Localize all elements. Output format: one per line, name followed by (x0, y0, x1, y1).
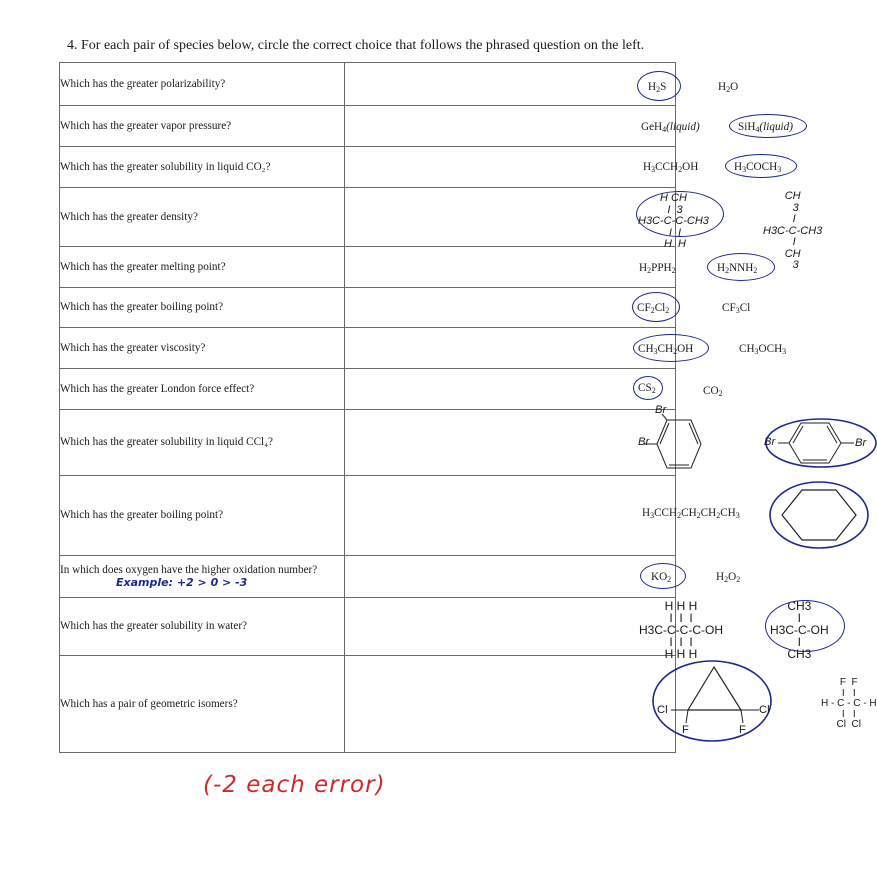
table-row (60, 556, 676, 598)
choice-h2nnh2[interactable]: $H_2NNH_2$ (717, 262, 758, 275)
question-text: Which has the greater London force effect? (60, 369, 345, 410)
answer-circle (633, 376, 663, 400)
choices-cell (345, 328, 787, 369)
question-text: Which has the greater vapor pressure? (60, 106, 345, 147)
question-text: Which has the greater boiling point? (60, 476, 345, 556)
f-label: F (682, 724, 689, 736)
choices-cell (345, 404, 867, 476)
choice-co2[interactable]: $CO_2$ (703, 385, 723, 398)
table-row (60, 188, 676, 247)
answer-circle (725, 154, 797, 178)
choices-cell (345, 556, 741, 598)
choice-dimethyl-ether[interactable]: $H_3COCH_3$ (734, 161, 782, 174)
choice-ethanol[interactable]: $H_3CCH_2OH$ (643, 161, 699, 174)
question-text: Which has the greater viscosity? (60, 328, 345, 369)
table-row (60, 476, 676, 556)
choices-cell (345, 63, 739, 106)
answer-circle (633, 334, 709, 362)
choice-ko2[interactable]: $KO_2$ (651, 571, 672, 584)
choice-h2s[interactable]: $H_2S$ (648, 81, 667, 94)
answer-circle (636, 191, 724, 237)
choices-cell (345, 656, 877, 753)
grading-note: (-2 each error) (203, 772, 386, 798)
question-text: In which does oxygen have the higher oxidation number? Example: +2 > 0 > -3 (60, 556, 345, 598)
table-row (60, 247, 676, 288)
answer-circle (729, 114, 807, 138)
answer-circle (765, 600, 845, 652)
choice-butanol[interactable]: H H H I I I H3C-C-C-C-OH I I I H H H (639, 599, 723, 661)
answer-circle (637, 71, 681, 101)
choice-dichlorodifluoroethane[interactable]: F F I I H - C - C - H I I Cl Cl (821, 677, 877, 730)
br-label: Br (855, 437, 867, 449)
br-label: Br (638, 436, 650, 448)
answer-circle (770, 482, 868, 548)
table-row (60, 656, 676, 753)
choice-tert-butanol[interactable]: CH3 I H3C-C-OH I CH3 (770, 599, 829, 661)
choice-h2o2[interactable]: $H_2O_2$ (716, 571, 741, 584)
choice-sih4[interactable]: SiH$_4$(liquid) (738, 121, 793, 134)
table-row (60, 598, 676, 656)
choice-cf3cl[interactable]: $CF_3Cl$ (722, 302, 751, 315)
table-row (60, 328, 676, 369)
cl-label: Cl (759, 704, 770, 716)
choice-pentane[interactable]: $H_3CCH_2CH_2CH_2CH_3$ (642, 507, 740, 520)
answer-circle (707, 253, 775, 281)
choice-h2o[interactable]: $H_2O$ (718, 81, 739, 94)
question-text: Which has the greater melting point? (60, 247, 345, 288)
choices-cell (345, 598, 829, 661)
question-text: Which has a pair of geometric isomers? (60, 656, 345, 753)
choices-cell (345, 147, 782, 188)
handwritten-example: Example: +2 > 0 > -3 (116, 575, 248, 589)
question-text: Which has the greater solubility in liquid CCl₄? (60, 410, 345, 476)
question-text: Which has the greater solubility in water? (60, 598, 345, 656)
answer-circle (632, 292, 680, 322)
table-row (60, 63, 676, 106)
choices-cell (345, 369, 723, 410)
choices-cell (345, 106, 793, 147)
choices-cell (345, 247, 758, 288)
f-label: F (739, 724, 746, 736)
cyclohexane-structure[interactable] (345, 476, 675, 556)
choice-cs2[interactable]: $CS_2$ (638, 382, 656, 395)
choice-ch3ch2oh[interactable]: $CH_3CH_2OH$ (638, 343, 694, 356)
choice-h2pph2[interactable]: $H_2PPH_2$ (639, 262, 676, 275)
br-label: Br (655, 404, 667, 416)
choices-cell (345, 476, 740, 556)
choice-structure-b[interactable]: CH 3 I H3C-C-CH3 I CH 3 (763, 190, 823, 272)
question-text: Which has the greater polarizability? (60, 63, 345, 106)
br-label: Br (764, 436, 776, 448)
table-row (60, 288, 676, 328)
question-text: Which has the greater boiling point? (60, 288, 345, 328)
choice-ch3och3[interactable]: $CH_3OCH_3$ (739, 343, 787, 356)
table-row (60, 106, 676, 147)
question-text: Which has the greater solubility in liquid CO₂? (60, 147, 345, 188)
question-table (59, 62, 877, 753)
choice-cf2cl2[interactable]: $CF_2Cl_2$ (637, 302, 670, 315)
bromobenzene-structures (345, 410, 675, 476)
cyclopropane-structure[interactable] (345, 656, 675, 753)
answer-circle (640, 563, 686, 589)
cl-label: Cl (657, 704, 668, 716)
question-heading: 4. For each pair of species below, circle the correct choice that follows the phrased question on the left. (67, 38, 645, 53)
answer-circle (653, 661, 771, 741)
table-row (60, 147, 676, 188)
table-row (60, 410, 676, 476)
choice-geh4[interactable]: GeH$_4$(liquid) (641, 121, 700, 134)
question-text: Which has the greater density? (60, 188, 345, 247)
choices-cell (345, 288, 751, 328)
choice-structure-a[interactable]: H CH I 3 H3C-C-C-CH3 I I H H (638, 192, 709, 251)
table-row (60, 369, 676, 410)
